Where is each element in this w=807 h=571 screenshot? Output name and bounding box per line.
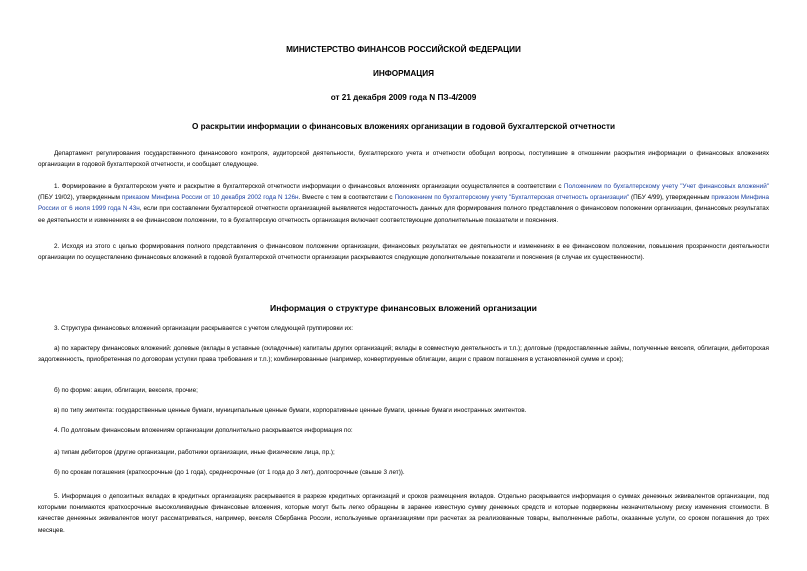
document-date-number: от 21 декабря 2009 года N ПЗ-4/2009 (330, 93, 477, 102)
paragraph-item-4a: а) типам дебиторов (другие организации, работники организации, иные физические лица, пр.); (54, 449, 335, 456)
link-pbu-4-99[interactable]: Положением по бухгалтерскому учету "Бухгалтерская отчетность организации" (394, 194, 630, 202)
paragraph-item-3: 3. Структура финансовых вложений организации раскрывается с учетом следующей группировки их: (54, 325, 354, 332)
paragraph-item-4b: б) по срокам погашения (краткосрочные (до 1 года), среднесрочные (от 1 года до 3 лет), долгосрочные (свыше 3 лет)). (54, 469, 405, 476)
paragraph-text: . Вместе с тем в соответствии с (298, 194, 395, 202)
document-type-heading: ИНФОРМАЦИЯ (373, 69, 434, 78)
link-pbu-19-02[interactable]: Положением по бухгалтерскому учету "Учет финансовых вложений" (563, 183, 770, 190)
section-heading: Информация о структуре финансовых вложений организации (270, 303, 537, 313)
document-title: О раскрытии информации о финансовых вложениях организации в годовой бухгалтерской отчетности (191, 122, 616, 131)
ministry-heading: МИНИСТЕРСТВО ФИНАНСОВ РОССИЙСКОЙ ФЕДЕРАЦИИ (286, 45, 521, 54)
link-order-126n[interactable]: приказом Минфина России от 10 декабря 2002 года N 126н (121, 194, 299, 202)
paragraph-text: 1. Формирование в бухгалтерском учете и раскрытие в бухгалтерской отчетности информации о финансовых вложениях организации осуществляется в соответствии с (54, 183, 564, 190)
paragraph-item-5: 5. Информация о депозитных вкладах в кредитных организациях раскрывается в разрезе кредитных организаций и сроков размещения вкладов. Отдельно раскрывается информация о суммах денежных эквивалентов организации, под которыми понимаются краткосрочные высоколиквидные финансовые вложения, которые могут быть легко обращены в заранее известную сумму денежных средств и которые подвержены незначительному риску изменения стоимости. В качестве денежных эквивалентов могут рассматриваться, например, векселя Сбербанка России, используемые организациями при расчетах за реализованные товары, выполненные работы, оказанные услуги, со сроком погашения до трех месяцев. (38, 493, 769, 534)
link-order-43n[interactable]: приказом Минфина России от 6 июля 1999 года N 43н (38, 194, 769, 213)
paragraph-text: , если при составлении бухгалтерской отчетности организацией выявляется недостаточность данных для формирования полного представления о финансовом положении организации, финансовых результатах ее деятельности и изменениях в ее финансовом положении, то в бухгалтерскую отчетность организация включает соответствующие дополнительные показатели и пояснения. (38, 205, 769, 224)
paragraph-item-1 (38, 181, 769, 226)
paragraph-item-2: 2. Исходя из этого с целью формирования полного представления о финансовом положении организации, финансовых результатах ее деятельности и изменениях в ее финансовом положении, повышения прозрачности деятельности организации по осуществлению финансовых вложений в годовой бухгалтерской отчетности организации раскрываются следующие дополнительные показатели и пояснения (в случае их существенности). (38, 243, 769, 262)
paragraph-text: (ПБУ 4/99), утвержденным (629, 194, 712, 202)
paragraph-text: (ПБУ 19/02), утвержденным (38, 194, 122, 202)
intro-paragraph: Департамент регулирования государственного финансового контроля, аудиторской деятельности, бухгалтерского учета и отчетности обобщил вопросы, поступившие в отношении раскрытия информации о финансовых вложениях организации в годовой бухгалтерской отчетности, и сообщает следующее. (38, 150, 769, 169)
paragraph-item-4: 4. По долговым финансовым вложениям организации дополнительно раскрывается информация по: (54, 427, 353, 434)
paragraph-item-3c: в) по типу эмитента: государственные ценные бумаги, муниципальные ценные бумаги, корпоративные ценные бумаги, ценные бумаги иностранных эмитентов. (54, 407, 527, 414)
paragraph-item-3a: а) по характеру финансовых вложений: долевые (вклады в уставные (складочные) капиталы других организаций; вклады в совместную деятельность и т.п.); долговые (предоставленные займы, полученные векселя, облигации, дебиторская задолженность, приобретенная по договорам уступки права требования и т.п.); комбинированные (например, конвертируемые облигации, акции с правом погашения в установленной сумме и срок); (38, 345, 769, 364)
paragraph-item-3b: б) по форме: акции, облигации, векселя, прочие; (54, 387, 198, 394)
